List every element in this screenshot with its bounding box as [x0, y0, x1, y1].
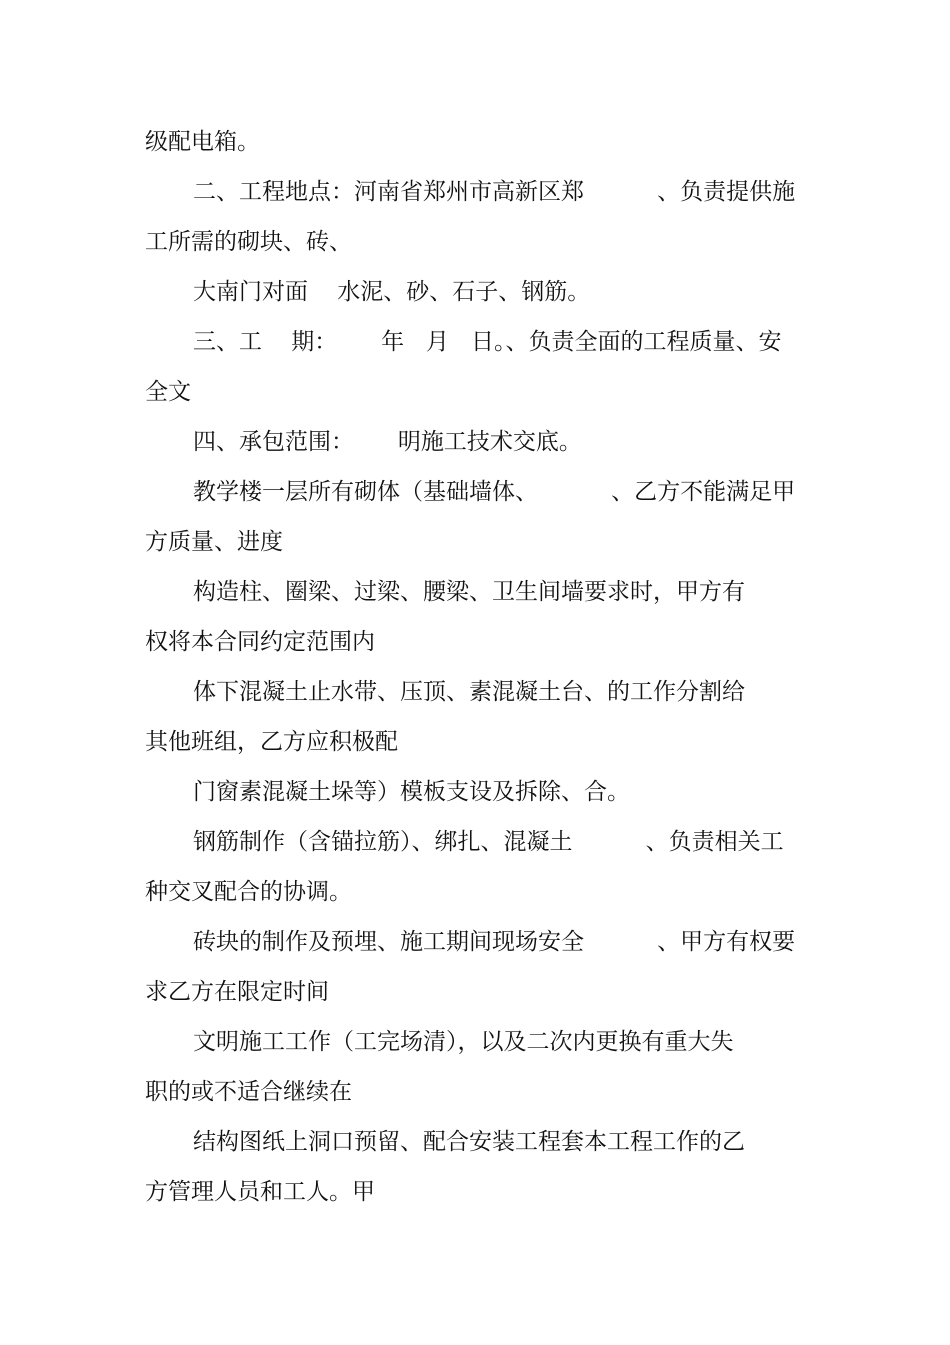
text-line: 三、工 期： 年 月 日。、负责全面的工程质量、安: [193, 329, 782, 355]
text-line: 求乙方在限定时间: [145, 979, 329, 1005]
text-line: 结构图纸上洞口预留、配合安装工程套本工程工作的乙: [193, 1129, 745, 1155]
text-line: 四、承包范围： 明施工技术交底。: [193, 429, 582, 455]
text-line: 砖块的制作及预埋、施工期间现场安全 、甲方有权要: [193, 929, 796, 955]
text-line: 全文: [145, 379, 191, 405]
text-line: 方管理人员和工人。甲: [145, 1179, 375, 1205]
text-line: 权将本合同约定范围内: [145, 629, 375, 655]
text-line: 方质量、进度: [145, 529, 283, 555]
text-line: 钢筋制作（含锚拉筋）、绑扎、混凝土 、负责相关工: [193, 829, 784, 855]
text-line: 二、工程地点：河南省郑州市高新区郑 、负责提供施: [193, 179, 796, 205]
text-line: 教学楼一层所有砌体（基础墙体、 、乙方不能满足甲: [193, 479, 796, 505]
text-line: 体下混凝土止水带、压顶、素混凝土台、的工作分割给: [193, 679, 745, 705]
text-line: 其他班组，乙方应积极配: [145, 729, 398, 755]
text-line: 大南门对面 水泥、砂、石子、钢筋。: [193, 279, 591, 305]
text-line: 种交叉配合的协调。: [145, 879, 352, 905]
text-line: 门窗素混凝土垛等）模板支设及拆除、合。: [193, 779, 630, 805]
text-line: 职的或不适合继续在: [145, 1079, 352, 1105]
text-line: 级配电箱。: [145, 129, 260, 155]
text-line: 工所需的砌块、砖、: [145, 229, 352, 255]
text-line: 构造柱、圈梁、过梁、腰梁、卫生间墙要求时，甲方有: [193, 579, 745, 605]
text-line: 文明施工工作（工完场清），以及二次内更换有重大失: [193, 1029, 734, 1055]
